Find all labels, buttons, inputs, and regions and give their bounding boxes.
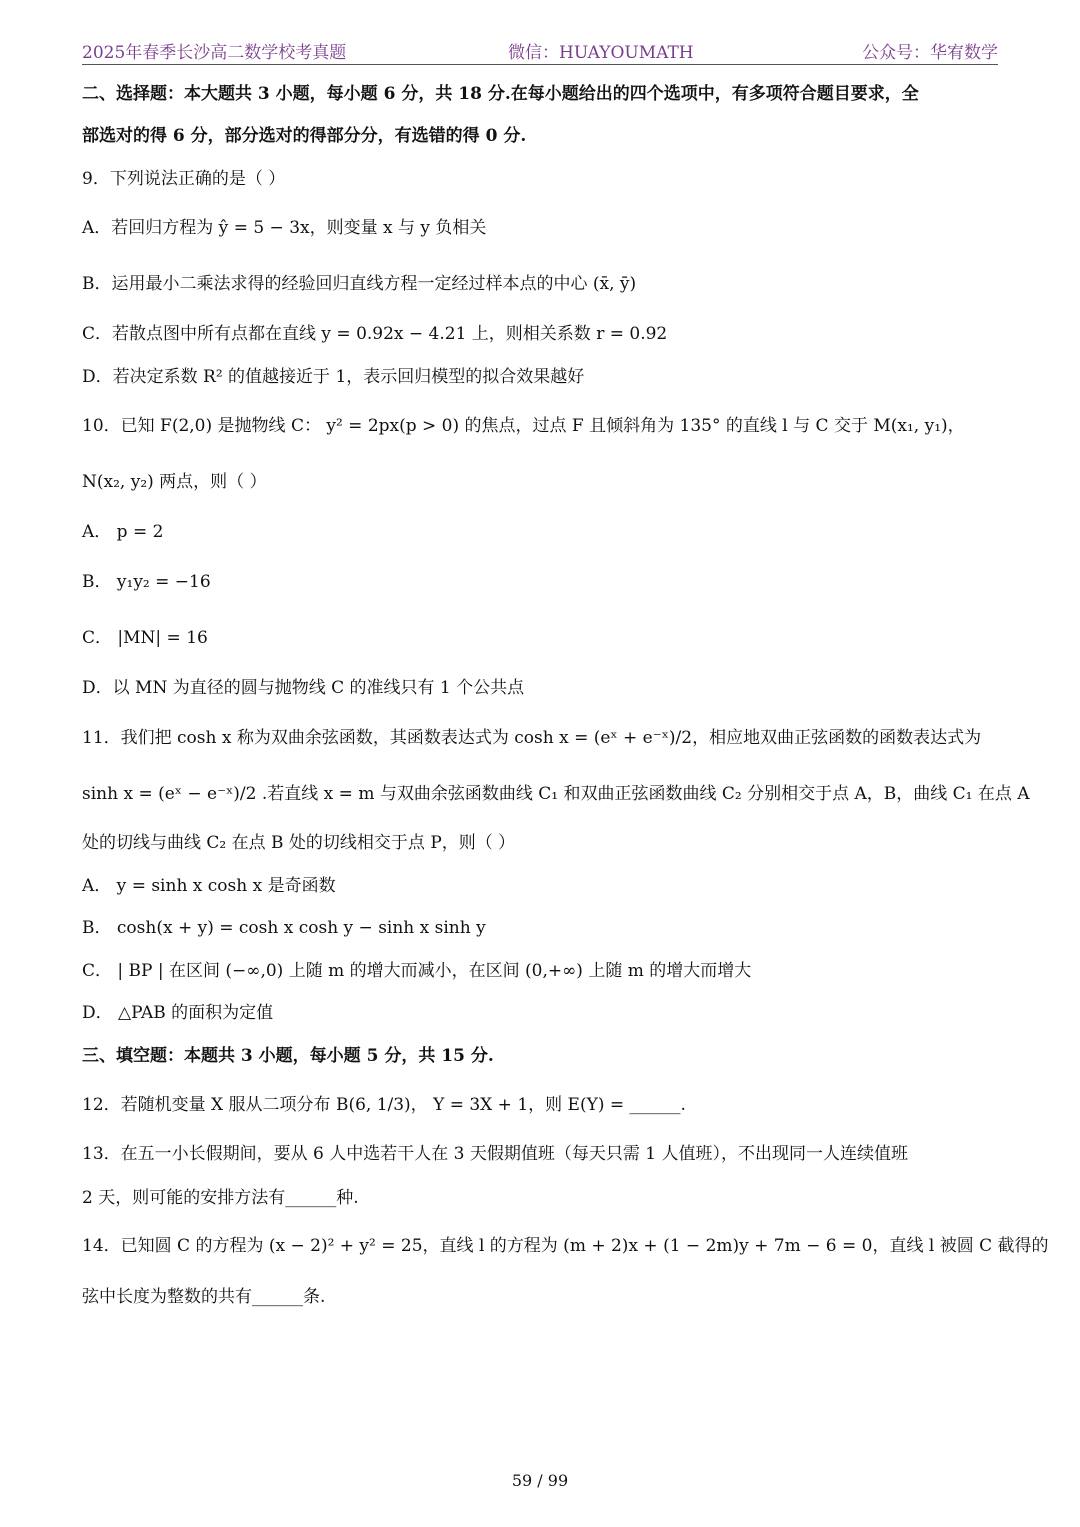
q11-option-c: C． | BP | 在区间 (−∞,0) 上随 m 的增大而减小，在区间 (0,+∞) 上随 m 的增大而增大 [82, 961, 752, 981]
q13-stem-line2: 2 天，则可能的安排方法有______种. [82, 1188, 359, 1208]
q11-stem-line2: sinh x = (eˣ − e⁻ˣ)/2 .若直线 x = m 与双曲余弦函数曲线 C₁ 和双曲正弦函数曲线 C₂ 分别相交于点 A，B，曲线 C₁ 在点 A [82, 784, 1030, 804]
q10-stem-line2: N(x₂, y₂) 两点，则（ ） [82, 472, 267, 492]
q14-stem-line1: 14．已知圆 C 的方程为 (x − 2)² + y² = 25，直线 l 的方程为 (m + 2)x + (1 − 2m)y + 7m − 6 = 0，直线 l 被圆 C 截得的 [82, 1236, 1049, 1256]
q9-option-b: B．运用最小二乘法求得的经验回归直线方程一定经过样本点的中心 (x̄, ȳ) [82, 274, 637, 294]
q11-stem-line3: 处的切线与曲线 C₂ 在点 B 处的切线相交于点 P，则（ ） [82, 833, 516, 853]
q10-option-a: A． p = 2 [82, 522, 164, 542]
q12-stem: 12．若随机变量 X 服从二项分布 B(6, 1/3)， Y = 3X + 1，则 E(Y) = ______. [82, 1095, 686, 1115]
q10-stem-line1: 10．已知 F(2,0) 是抛物线 C： y² = 2px(p > 0) 的焦点，过点 F 且倾斜角为 135° 的直线 l 与 C 交于 M(x₁, y₁)， [82, 416, 965, 436]
q9-option-a: A．若回归方程为 ŷ = 5 − 3x，则变量 x 与 y 负相关 [82, 218, 487, 238]
q14-stem-line2: 弦中长度为整数的共有______条. [82, 1287, 326, 1307]
header-title: 2025年春季长沙高二数学校考真题 [82, 43, 347, 63]
q13-stem-line1: 13．在五一小长假期间，要从 6 人中选若干人在 3 天假期值班（每天只需 1 人值班），不出现同一人连续值班 [82, 1144, 909, 1164]
section2-title-line1: 二、选择题：本大题共 3 小题，每小题 6 分，共 18 分.在每小题给出的四个选项中，有多项符合题目要求，全 [82, 84, 919, 104]
q11-option-a: A． y = sinh x cosh x 是奇函数 [82, 876, 336, 896]
header-wechat: 微信：HUAYOUMATH [508, 43, 694, 63]
section3-title: 三、填空题：本题共 3 小题，每小题 5 分，共 15 分. [82, 1046, 494, 1066]
q9-option-d: D．若决定系数 R² 的值越接近于 1，表示回归模型的拟合效果越好 [82, 367, 585, 387]
section2-title-line2: 部选对的得 6 分，部分选对的得部分分，有选错的得 0 分. [82, 126, 527, 146]
q10-option-c: C． |MN| = 16 [82, 628, 208, 648]
q11-option-d: D． △PAB 的面积为定值 [82, 1003, 274, 1023]
q11-option-b: B． cosh(x + y) = cosh x cosh y − sinh x sinh y [82, 918, 486, 938]
q11-stem-line1: 11．我们把 cosh x 称为双曲余弦函数，其函数表达式为 cosh x = (eˣ + e⁻ˣ)/2，相应地双曲正弦函数的函数表达式为 [82, 728, 982, 748]
page-header [82, 38, 998, 65]
q10-option-d: D．以 MN 为直径的圆与抛物线 C 的准线只有 1 个公共点 [82, 678, 525, 698]
q9-stem: 9．下列说法正确的是（ ） [82, 169, 286, 189]
q9-option-c: C．若散点图中所有点都在直线 y = 0.92x − 4.21 上，则相关系数 r = 0.92 [82, 324, 668, 344]
q10-option-b: B． y₁y₂ = −16 [82, 572, 211, 592]
page-number: 59 / 99 [511, 1471, 569, 1490]
header-account: 公众号：华宥数学 [862, 43, 998, 63]
